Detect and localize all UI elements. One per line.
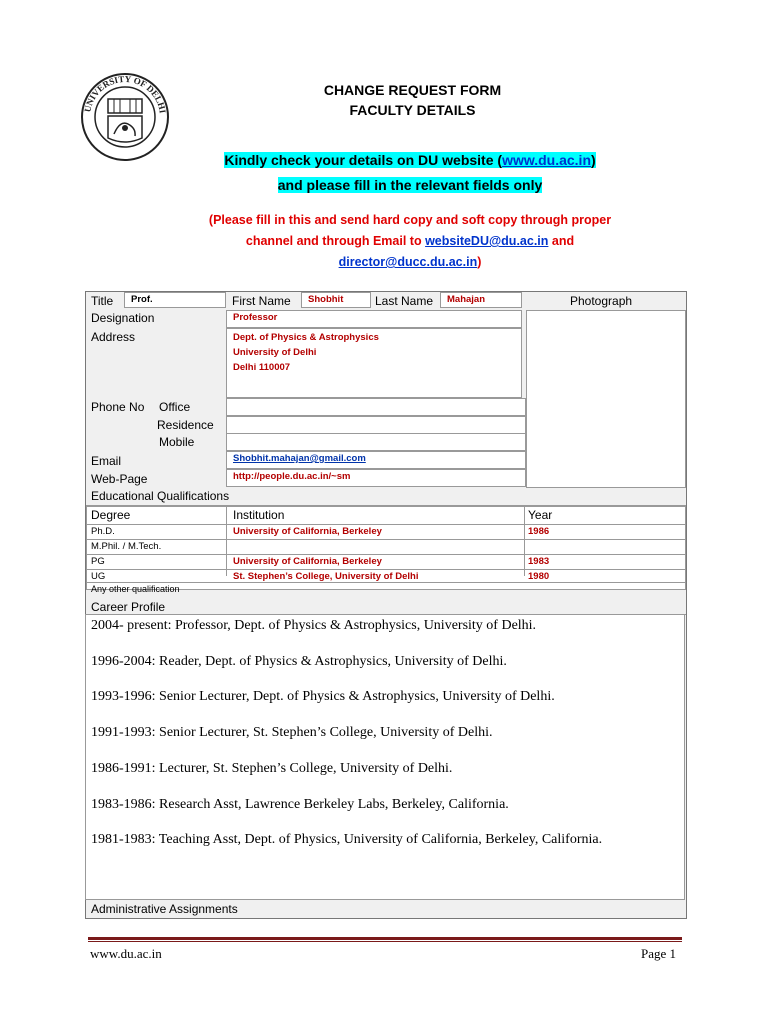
residence-phone-field[interactable]	[226, 416, 526, 434]
residence-label: Residence	[157, 418, 214, 432]
footer-divider	[88, 937, 682, 940]
svg-text:UNIVERSITY OF DELHI: UNIVERSITY OF DELHI	[82, 73, 168, 114]
career-entry: 1991-1993: Senior Lecturer, St. Stephen’s College, University of Delhi.	[91, 725, 493, 740]
email-field[interactable]: Shobhit.mahajan@gmail.com	[226, 451, 526, 469]
office-label: Office	[159, 400, 191, 414]
footer-divider-thin	[88, 941, 682, 942]
year-cell[interactable]: 1980	[528, 571, 550, 582]
designation-field[interactable]: Professor	[226, 310, 522, 328]
degree-header: Degree	[91, 508, 131, 522]
career-entry: 1983-1986: Research Asst, Lawrence Berkeley Labs, Berkeley, California.	[91, 797, 509, 812]
webpage-field[interactable]: http://people.du.ac.in/~sm	[226, 469, 526, 487]
degree-cell: M.Phil. / M.Tech.	[91, 541, 162, 552]
photograph-label: Photograph	[570, 294, 633, 308]
institution-cell[interactable]: St. Stephen’s College, University of Delhi	[233, 571, 419, 582]
email-label: Email	[91, 454, 122, 468]
address-field[interactable]: Dept. of Physics & Astrophysics University of Delhi Delhi 110007	[226, 328, 522, 398]
career-entry: 1981-1983: Teaching Asst, Dept. of Physics, University of California, Berkeley, California.	[91, 832, 603, 847]
du-website-link[interactable]: www.du.ac.in	[502, 152, 591, 168]
career-profile-heading: Career Profile	[91, 600, 166, 614]
title-field[interactable]: Prof.	[124, 292, 226, 308]
degree-cell: PG	[91, 556, 105, 567]
career-entry: 1986-1991: Lecturer, St. Stephen’s College, University of Delhi.	[91, 761, 453, 776]
address-label: Address	[91, 330, 136, 344]
institution-cell[interactable]: University of California, Berkeley	[233, 556, 382, 567]
degree-cell: Ph.D.	[91, 526, 115, 537]
page-number: Page 1	[641, 946, 677, 961]
mobile-label: Mobile	[159, 435, 195, 449]
first-name-label: First Name	[232, 294, 291, 308]
degree-cell: Any other qualification	[91, 584, 180, 594]
office-phone-field[interactable]	[226, 398, 526, 416]
title-label: Title	[91, 294, 114, 308]
footer-site: www.du.ac.in	[90, 946, 162, 961]
career-profile-field[interactable]	[85, 614, 685, 900]
edu-quals-heading: Educational Qualifications	[91, 489, 230, 503]
career-entry: 1993-1996: Senior Lecturer, Dept. of Physics & Astrophysics, University of Delhi.	[91, 689, 555, 704]
institution-cell[interactable]: University of California, Berkeley	[233, 526, 382, 537]
admin-assignments-heading: Administrative Assignments	[91, 902, 238, 916]
submission-instructions: (Please fill in this and send hard copy and soft copy through proper channel and through Email to websiteDU@du.ac.in and director@ducc.du.ac.in)	[208, 213, 612, 269]
phone-no-label: Phone No	[91, 400, 145, 414]
website-email-link[interactable]: websiteDU@du.ac.in	[425, 234, 549, 248]
year-cell[interactable]: 1983	[528, 556, 550, 567]
career-entry: 2004- present: Professor, Dept. of Physics & Astrophysics, University of Delhi.	[91, 618, 537, 633]
photograph-box[interactable]	[526, 310, 686, 488]
year-cell[interactable]: 1986	[528, 526, 550, 537]
director-email-link[interactable]: director@ducc.du.ac.in	[338, 255, 478, 269]
last-name-field[interactable]: Mahajan	[440, 292, 522, 308]
last-name-label: Last Name	[375, 294, 434, 308]
institution-header: Institution	[233, 508, 285, 522]
check-details-notice: Kindly check your details on DU website (www.du.ac.in) and please fill in the relevant fields only	[224, 152, 596, 193]
mobile-phone-field[interactable]	[226, 433, 526, 451]
form-title: CHANGE REQUEST FORM FACULTY DETAILS	[323, 82, 502, 118]
webpage-label: Web-Page	[91, 472, 148, 486]
career-entry: 1996-2004: Reader, Dept. of Physics & Astrophysics, University of Delhi.	[91, 654, 507, 669]
year-header: Year	[528, 508, 553, 522]
degree-cell: UG	[91, 571, 106, 582]
first-name-field[interactable]: Shobhit	[301, 292, 371, 308]
designation-label: Designation	[91, 311, 155, 325]
